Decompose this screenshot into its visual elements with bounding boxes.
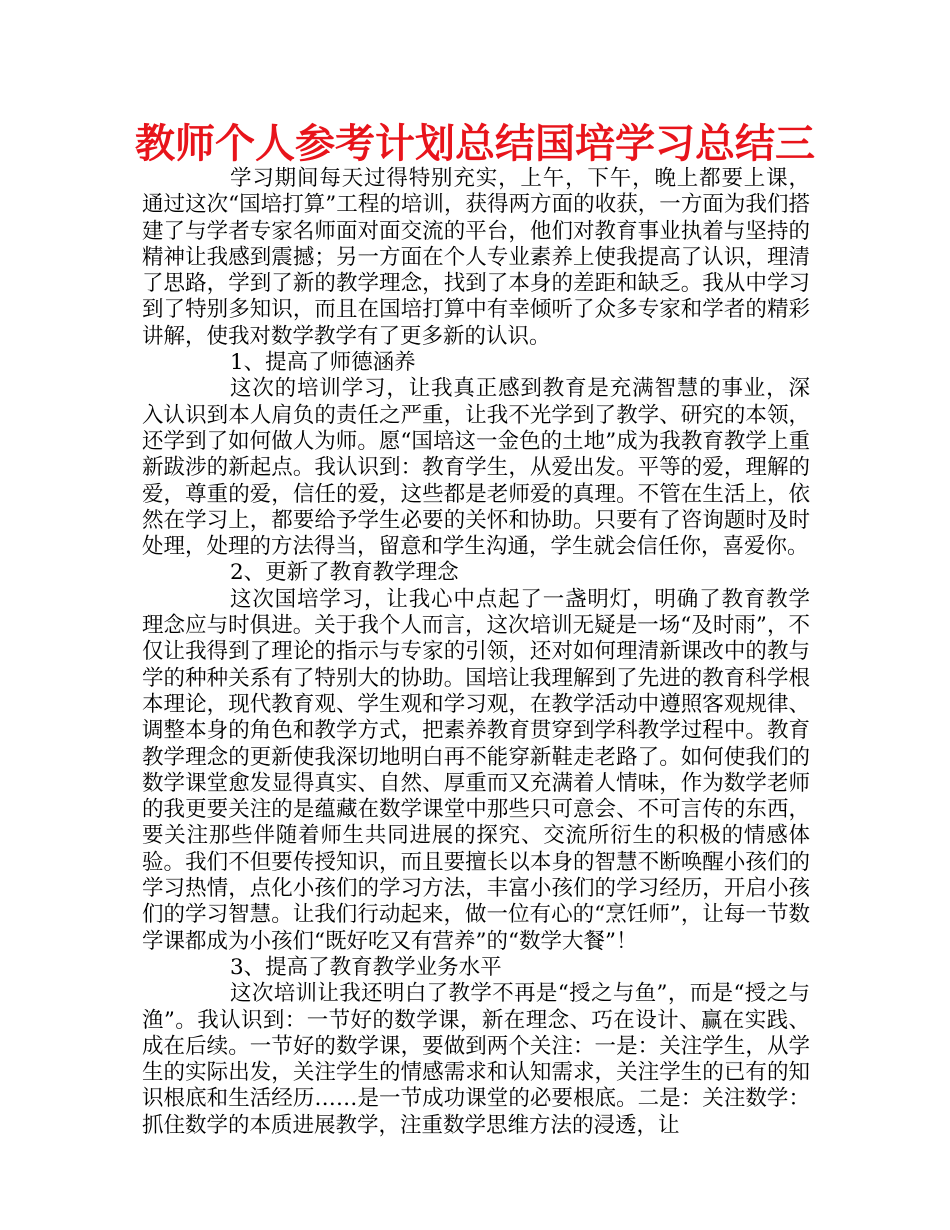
- document-body: [142, 166, 810, 1139]
- section-heading-1: 1、提高了师德涵养: [230, 350, 416, 376]
- section-heading-3: 3、提高了教育教学业务水平: [230, 954, 502, 980]
- paragraph-section-1: 这次的培训学习，让我真正感到教育是充满智慧的事业，深入认识到本人肩负的责任之严重，让我不光学到了教学、研究的本领，还学到了如何做人为师。愿“国培这一金色的土地”成为我教育教学上重新跋涉的新起点。我认识到：教育学生，从爱出发。平等的爱，理解的爱，尊重的爱，信任的爱，这些都是老师爱的真理。不管在生活上，依然在学习上，都要给予学生必要的关怀和协助。只要有了咨询题时及时处理，处理的方法得当，留意和学生沟通，学生就会信任你，喜爱你。: [142, 376, 810, 560]
- section-heading-2: 2、更新了教育教学理念: [230, 560, 459, 586]
- document-title: 教师个人参考计划总结国培学习总结三: [135, 121, 815, 167]
- paragraph-intro: 学习期间每天过得特别充实，上午，下午，晚上都要上课，通过这次“国培打算”工程的培训，获得两方面的收获，一方面为我们搭建了与学者专家名师面对面交流的平台，他们对教育事业执着与坚持的精神让我感到震撼；另一方面在个人专业素养上使我提高了认识，理清了思路，学到了新的教学理念，找到了本身的差距和缺乏。我从中学习到了特别多知识，而且在国培打算中有幸倾听了众多专家和学者的精彩讲解，使我对数学教学有了更多新的认识。: [142, 166, 810, 349]
- paragraph-section-2: 这次国培学习，让我心中点起了一盏明灯，明确了教育教学理念应与时俱进。关于我个人而言，这次培训无疑是一场“及时雨”，不仅让我得到了理论的指示与专家的引领，还对如何理清新课改中的教与学的种种关系有了特别大的协助。国培让我理解到了先进的教育科学根本理论，现代教育观、学生观和学习观，在教学活动中遵照客观规律、调整本身的角色和教学方式，把素养教育贯穿到学科教学过程中。教育教学理念的更新使我深切地明白再不能穿新鞋走老路了。如何使我们的数学课堂愈发显得真实、自然、厚重而又充满着人情味，作为数学老师的我更要关注的是蕴藏在数学课堂中那些只可意会、不可言传的东西，要关注那些伴随着师生共同进展的探究、交流所衍生的积极的情感体验。我们不但要传授知识，而且要擅长以本身的智慧不断唤醒小孩们的学习热情，点化小孩们的学习方法，丰富小孩们的学习经历，开启小孩们的学习智慧。让我们行动起来，做一位有心的“烹饪师”，让每一节数学课都成为小孩们“既好吃又有营养”的“数学大餐”！: [142, 586, 810, 954]
- paragraph-section-3: 这次培训让我还明白了教学不再是“授之与鱼”，而是“授之与渔”。我认识到：一节好的数学课，新在理念、巧在设计、赢在实践、成在后续。一节好的数学课，要做到两个关注：一是：关注学生，从学生的实际出发，关注学生的情感需求和认知需求，关注学生的已有的知识根底和生活经历……是一节成功课堂的必要根底。二是：关注数学：抓住数学的本质进展教学，注重数学思维方法的浸透，让: [142, 981, 810, 1138]
